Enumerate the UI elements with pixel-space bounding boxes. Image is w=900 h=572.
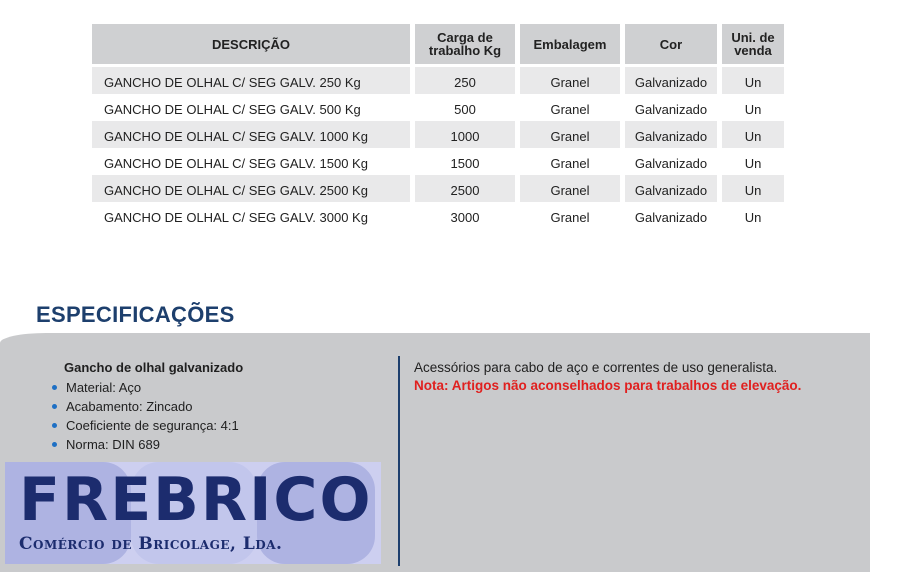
cell-descricao: GANCHO DE OLHAL C/ SEG GALV. 1500 Kg xyxy=(104,155,368,171)
table-row xyxy=(92,67,784,94)
list-item xyxy=(50,435,243,454)
usage-note: Acessórios para cabo de aço e correntes de uso generalista. xyxy=(414,360,778,375)
table-row xyxy=(92,148,784,175)
frebrico-logo xyxy=(5,462,381,564)
header-embalagem: Embalagem xyxy=(520,24,620,64)
table-row xyxy=(92,175,784,202)
specs-list xyxy=(50,360,243,454)
logo-tagline: Comércio de Bricolage, Lda. xyxy=(19,534,283,554)
cell-carga: 3000 xyxy=(450,209,480,225)
bullet-icon xyxy=(52,423,57,428)
cell-unidade: Un xyxy=(744,155,762,171)
list-item xyxy=(50,416,243,435)
cell-cor: Galvanizado xyxy=(634,209,708,225)
cell-unidade: Un xyxy=(744,101,762,117)
specs-title: ESPECIFICAÇÕES xyxy=(36,302,235,327)
cell-embalagem: Granel xyxy=(520,175,620,202)
cell-carga: 2500 xyxy=(415,175,515,202)
cell-embalagem: Granel xyxy=(550,155,590,171)
product-table xyxy=(92,24,784,229)
cell-unidade: Un xyxy=(722,175,784,202)
spec-item-label: Material: Aço xyxy=(66,380,142,395)
cell-unidade: Un xyxy=(722,67,784,94)
table-header-row xyxy=(92,24,784,64)
specs-heading: Gancho de olhal galvanizado xyxy=(64,360,244,375)
cell-embalagem: Granel xyxy=(520,121,620,148)
bullet-icon xyxy=(52,385,57,390)
cell-unidade: Un xyxy=(744,209,762,225)
warning-note: Nota: Artigos não aconselhados para trabalhos de elevação. xyxy=(414,378,802,393)
cell-carga: 250 xyxy=(415,67,515,94)
header-descricao: DESCRIÇÃO xyxy=(92,24,410,64)
cell-descricao: GANCHO DE OLHAL C/ SEG GALV. 500 Kg xyxy=(104,101,361,117)
cell-descricao: GANCHO DE OLHAL C/ SEG GALV. 1000 Kg xyxy=(92,121,410,148)
cell-embalagem: Granel xyxy=(550,101,590,117)
cell-embalagem: Granel xyxy=(550,209,590,225)
logo-wordmark: FREBRICO xyxy=(19,465,373,535)
header-unidade: Uni. de venda xyxy=(722,24,784,64)
vertical-divider xyxy=(398,356,400,566)
cell-descricao: GANCHO DE OLHAL C/ SEG GALV. 3000 Kg xyxy=(104,209,368,225)
cell-descricao: GANCHO DE OLHAL C/ SEG GALV. 2500 Kg xyxy=(92,175,410,202)
cell-cor: Galvanizado xyxy=(634,101,708,117)
table-row xyxy=(92,202,784,229)
cell-cor: Galvanizado xyxy=(625,121,717,148)
spec-item-label: Norma: DIN 689 xyxy=(66,437,160,452)
header-carga: Carga de trabalho Kg xyxy=(415,24,515,64)
bullet-icon xyxy=(52,404,57,409)
cell-cor: Galvanizado xyxy=(625,175,717,202)
bullet-icon xyxy=(52,442,57,447)
list-item xyxy=(50,397,243,416)
usage-notes xyxy=(414,359,864,395)
cell-carga: 1500 xyxy=(450,155,480,171)
cell-embalagem: Granel xyxy=(520,67,620,94)
table-row xyxy=(92,121,784,148)
cell-cor: Galvanizado xyxy=(634,155,708,171)
header-cor: Cor xyxy=(625,24,717,64)
table-row xyxy=(92,94,784,121)
cell-carga: 1000 xyxy=(415,121,515,148)
cell-carga: 500 xyxy=(454,101,476,117)
cell-unidade: Un xyxy=(722,121,784,148)
spec-item-label: Coeficiente de segurança: 4:1 xyxy=(66,418,239,433)
cell-descricao: GANCHO DE OLHAL C/ SEG GALV. 250 Kg xyxy=(92,67,410,94)
cell-cor: Galvanizado xyxy=(625,67,717,94)
spec-item-label: Acabamento: Zincado xyxy=(66,399,193,414)
list-item xyxy=(50,378,243,397)
